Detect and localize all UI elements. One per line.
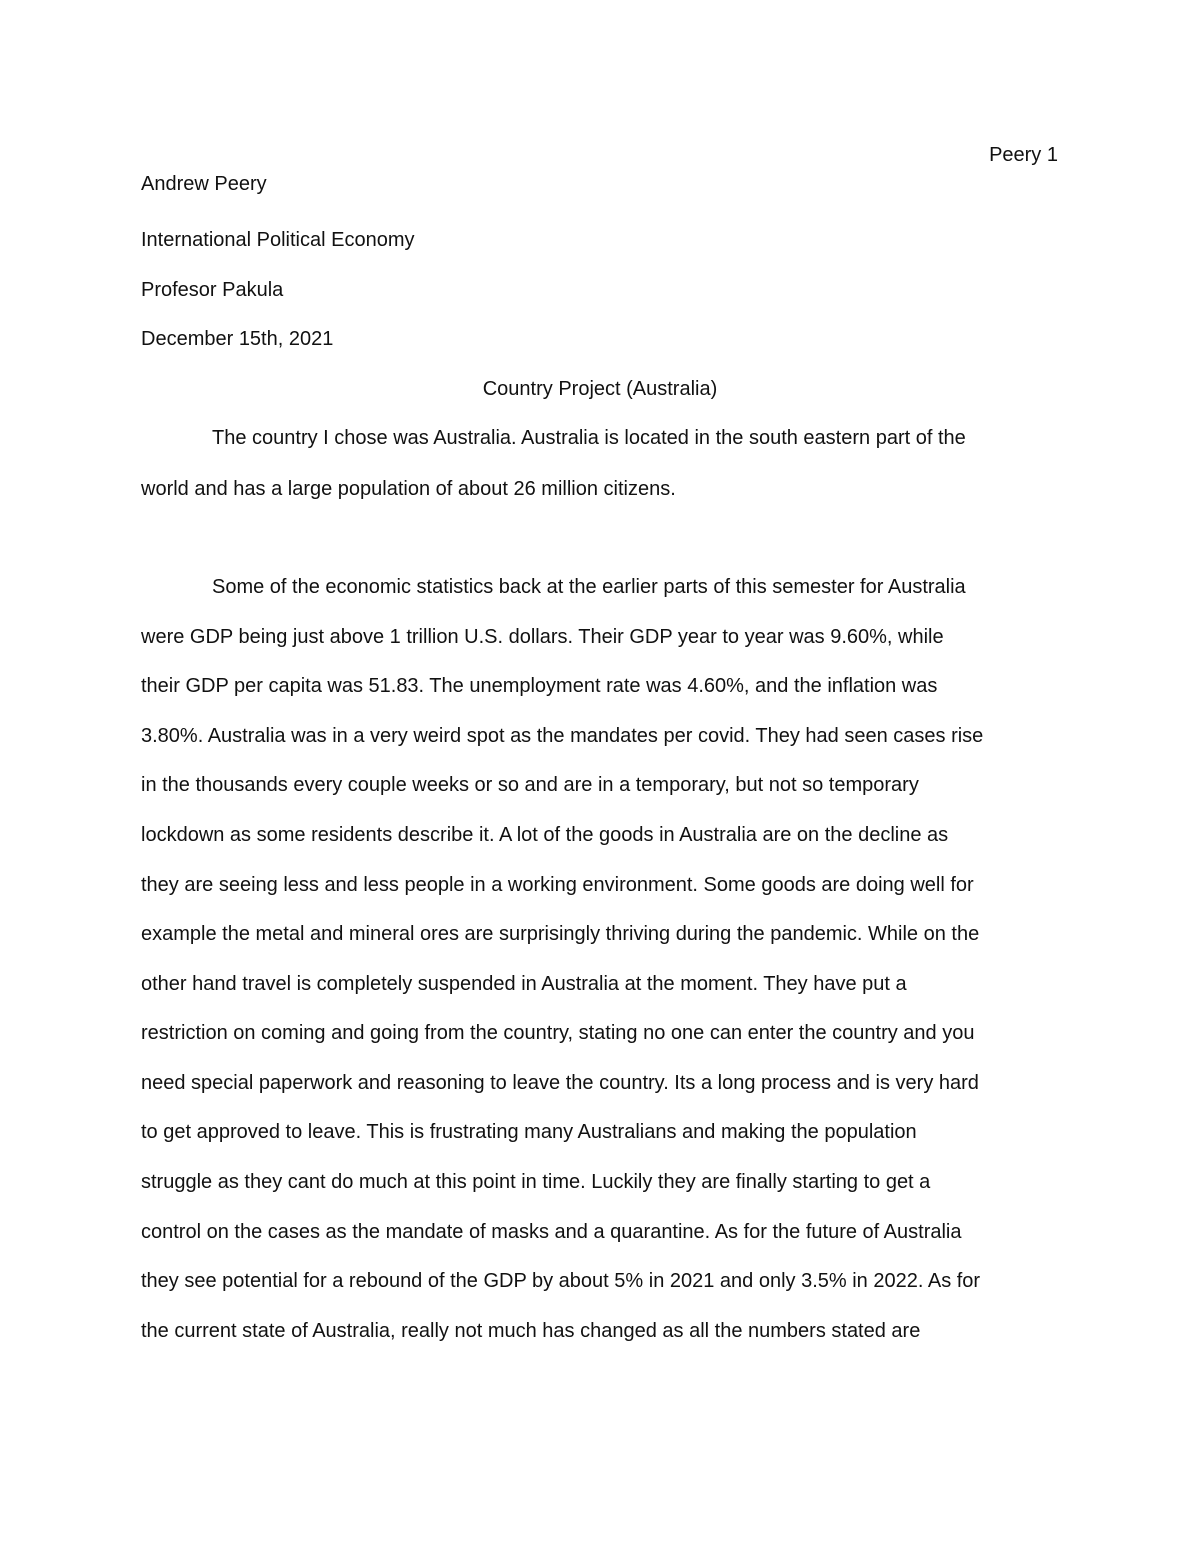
paragraph-2-line-4: 3.80%. Australia was in a very weird spot as the mandates per covid. They had seen cases rise	[141, 725, 984, 747]
paragraph-2-line-2: were GDP being just above 1 trillion U.S. dollars. Their GDP year to year was 9.60%, while	[141, 626, 944, 648]
paragraph-2-line-5: in the thousands every couple weeks or so and are in a temporary, but not so temporary	[141, 774, 919, 796]
paragraph-2-line-3: their GDP per capita was 51.83. The unemployment rate was 4.60%, and the inflation was	[141, 675, 938, 697]
paragraph-2-line-1: Some of the economic statistics back at the earlier parts of this semester for Australia	[212, 576, 966, 598]
paragraph-2-line-11: need special paperwork and reasoning to leave the country. Its a long process and is very hard	[141, 1072, 979, 1094]
running-head: Peery 1	[989, 144, 1058, 166]
paragraph-1-line-1: The country I chose was Australia. Australia is located in the south eastern part of the	[212, 427, 966, 449]
paragraph-2-line-9: other hand travel is completely suspended in Australia at the moment. They have put a	[141, 973, 907, 995]
document-date: December 15th, 2021	[141, 328, 334, 350]
paragraph-2-line-16: the current state of Australia, really not much has changed as all the numbers stated are	[141, 1320, 921, 1342]
paragraph-2-line-10: restriction on coming and going from the country, stating no one can enter the country and you	[141, 1022, 975, 1044]
paragraph-2-line-13: struggle as they cant do much at this point in time. Luckily they are finally starting to get a	[141, 1171, 931, 1193]
paragraph-2-line-14: control on the cases as the mandate of masks and a quarantine. As for the future of Australia	[141, 1221, 962, 1243]
paragraph-2-line-6: lockdown as some residents describe it. A lot of the goods in Australia are on the decline as	[141, 824, 949, 846]
author-name: Andrew Peery	[141, 173, 267, 195]
paragraph-2-line-8: example the metal and mineral ores are surprisingly thriving during the pandemic. While on the	[141, 923, 980, 945]
page-title: Country Project (Australia)	[482, 378, 718, 400]
paragraph-2-line-7: they are seeing less and less people in a working environment. Some goods are doing well for	[141, 874, 974, 896]
paragraph-2-line-15: they see potential for a rebound of the GDP by about 5% in 2021 and only 3.5% in 2022. As for	[141, 1270, 981, 1292]
professor-name: Profesor Pakula	[141, 279, 284, 301]
paragraph-1-line-2: world and has a large population of about 26 million citizens.	[141, 478, 676, 500]
course-name: International Political Economy	[141, 229, 415, 251]
paragraph-2-line-12: to get approved to leave. This is frustrating many Australians and making the population	[141, 1121, 917, 1143]
